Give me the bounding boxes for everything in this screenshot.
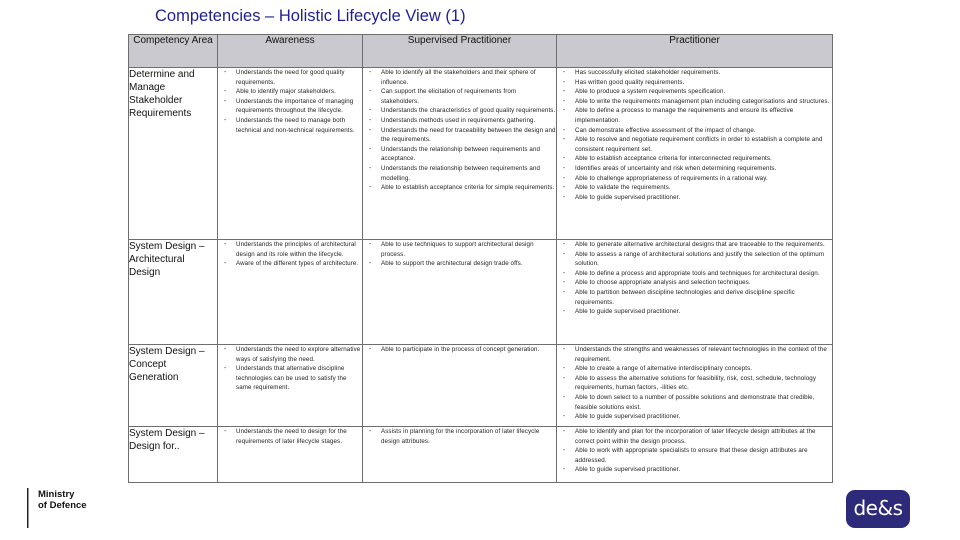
bullet-point: - Able to resolve and negotiate requirement conflicts in order to establish a complete and consistent requirement set. — [557, 135, 832, 154]
competency-table — [128, 34, 833, 483]
header-row — [129, 35, 833, 68]
supervised-cell — [363, 427, 557, 483]
bullet-point: - Able to guide supervised practitioner. — [557, 412, 832, 422]
bullet-point: - Identifies areas of uncertainty and risk when determining requirements. — [557, 164, 832, 174]
bullet-point: - Able to create a range of alternative interdisciplinary concepts. — [557, 364, 832, 374]
bullet-point: - Able to support the architectural design trade offs. — [363, 259, 556, 269]
bullet-point: - Able to identify major stakeholders. — [218, 87, 362, 97]
bullet-point: - Understands the relationship between requirements and acceptance. — [363, 145, 556, 164]
bullet-point: - Able to validate the requirements. — [557, 183, 832, 193]
header-supervised-practitioner: Supervised Practitioner — [363, 35, 557, 68]
bullet-point: - Able to participate in the process of concept generation. — [363, 345, 556, 355]
des-logo — [846, 490, 910, 528]
bullet-point: - Able to establish acceptance criteria for interconnected requirements. — [557, 154, 832, 164]
bullet-point: - Able to produce a system requirements specification. — [557, 87, 832, 97]
bullet-point: - Aware of the different types of architecture. — [218, 259, 362, 269]
bullet-point: - Able to define a process to manage the requirements and ensure its effective implementation. — [557, 106, 832, 125]
bullet-point: - Able to use techniques to support architectural design process. — [363, 240, 556, 259]
mod-wordmark — [38, 489, 87, 511]
table-row — [129, 345, 833, 427]
bullet-point: - Able to guide supervised practitioner. — [557, 307, 832, 317]
competency-area-cell: System Design – Concept Generation — [129, 345, 218, 427]
practitioner-cell — [557, 427, 833, 483]
bullet-point: - Understands the relationship between requirements and modelling. — [363, 164, 556, 183]
slide-title: Competencies – Holistic Lifecycle View (1) — [155, 7, 466, 25]
supervised-cell — [363, 345, 557, 427]
awareness-cell — [218, 345, 363, 427]
bullet-point: - Understands methods used in requirements gathering. — [363, 116, 556, 126]
awareness-cell — [218, 68, 363, 240]
header-competency-area: Competency Area — [129, 35, 218, 68]
bullet-point: - Understands the strengths and weaknesses of relevant technologies in the context of the requirement. — [557, 345, 832, 364]
bullet-point: - Able to partition between discipline technologies and derive discipline specific requirements. — [557, 288, 832, 307]
bullet-point: - Understands the principles of architectural design and its role within the lifecycle. — [218, 240, 362, 259]
mod-crest-icon — [22, 488, 34, 528]
supervised-cell — [363, 240, 557, 345]
header-practitioner: Practitioner — [557, 35, 833, 68]
bullet-point: - Able to work with appropriate specialists to ensure that these design attributes are addressed. — [557, 446, 832, 465]
table-row — [129, 240, 833, 345]
bullet-point: - Able to down select to a number of possible solutions and demonstrate that credible, feasible solutions exist. — [557, 393, 832, 412]
bullet-point: - Understands the need to design for the requirements of later lifecycle stages. — [218, 427, 362, 446]
bullet-point: - Understands that alternative discipline technologies can be used to satisfy the same requirement. — [218, 364, 362, 393]
practitioner-cell — [557, 240, 833, 345]
awareness-cell — [218, 427, 363, 483]
table-row — [129, 427, 833, 483]
bullet-point: - Understands the need to manage both technical and non-technical requirements. — [218, 116, 362, 135]
bullet-point: - Understands the need for good quality requirements. — [218, 68, 362, 87]
header-awareness: Awareness — [218, 35, 363, 68]
bullet-point: - Able to write the requirements management plan including categorisations and structures. — [557, 97, 832, 107]
bullet-point: - Able to challenge appropriateness of requirements in a rational way. — [557, 174, 832, 184]
bullet-point: - Can support the elicitation of requirements from stakeholders. — [363, 87, 556, 106]
bullet-point: - Can demonstrate effective assessment of the impact of change. — [557, 126, 832, 136]
mod-line-1: Ministry — [38, 489, 75, 500]
bullet-point: - Understands the characteristics of good quality requirements. — [363, 106, 556, 116]
awareness-cell — [218, 240, 363, 345]
bullet-point: - Assists in planning for the incorporation of later lifecycle design attributes. — [363, 427, 556, 446]
practitioner-cell — [557, 345, 833, 427]
des-wordmark: de&s — [853, 496, 903, 520]
bullet-point: - Able to identify all the stakeholders and their sphere of influence. — [363, 68, 556, 87]
table-body — [129, 68, 833, 483]
bullet-point: - Able to choose appropriate analysis and selection techniques. — [557, 278, 832, 288]
competency-area-cell: System Design – Architectural Design — [129, 240, 218, 345]
practitioner-cell — [557, 68, 833, 240]
bullet-point: - Understands the importance of managing requirements throughout the lifecycle. — [218, 97, 362, 116]
bullet-point: - Understands the need for traceability between the design and the requirements. — [363, 126, 556, 145]
bullet-point: - Able to assess a range of architectural solutions and justify the selection of the optimum solution. — [557, 250, 832, 269]
bullet-point: - Able to guide supervised practitioner. — [557, 193, 832, 203]
bullet-point: - Has written good quality requirements. — [557, 78, 832, 88]
bullet-point: - Able to define a process and appropriate tools and techniques for architectural design. — [557, 269, 832, 279]
bullet-point: - Able to establish acceptance criteria for simple requirements. — [363, 183, 556, 193]
mod-line-2: of Defence — [38, 500, 87, 511]
bullet-point: - Understands the need to explore alternative ways of satisfying the need. — [218, 345, 362, 364]
bullet-point: - Able to assess the alternative solutions for feasibility, risk, cost, schedule, technology requirements, human factors, -ilities etc. — [557, 374, 832, 393]
bullet-point: - Able to guide supervised practitioner. — [557, 465, 832, 475]
ministry-of-defence-logo — [14, 486, 104, 532]
competency-area-cell: Determine and Manage Stakeholder Requirements — [129, 68, 218, 240]
table-row — [129, 68, 833, 240]
bullet-point: - Has successfully elicited stakeholder requirements. — [557, 68, 832, 78]
bullet-point: - Able to identify and plan for the incorporation of later lifecycle design attributes at the correct point within the design process. — [557, 427, 832, 446]
competency-area-cell: System Design – Design for.. — [129, 427, 218, 483]
bullet-point: - Able to generate alternative architectural designs that are traceable to the requirements. — [557, 240, 832, 250]
supervised-cell — [363, 68, 557, 240]
